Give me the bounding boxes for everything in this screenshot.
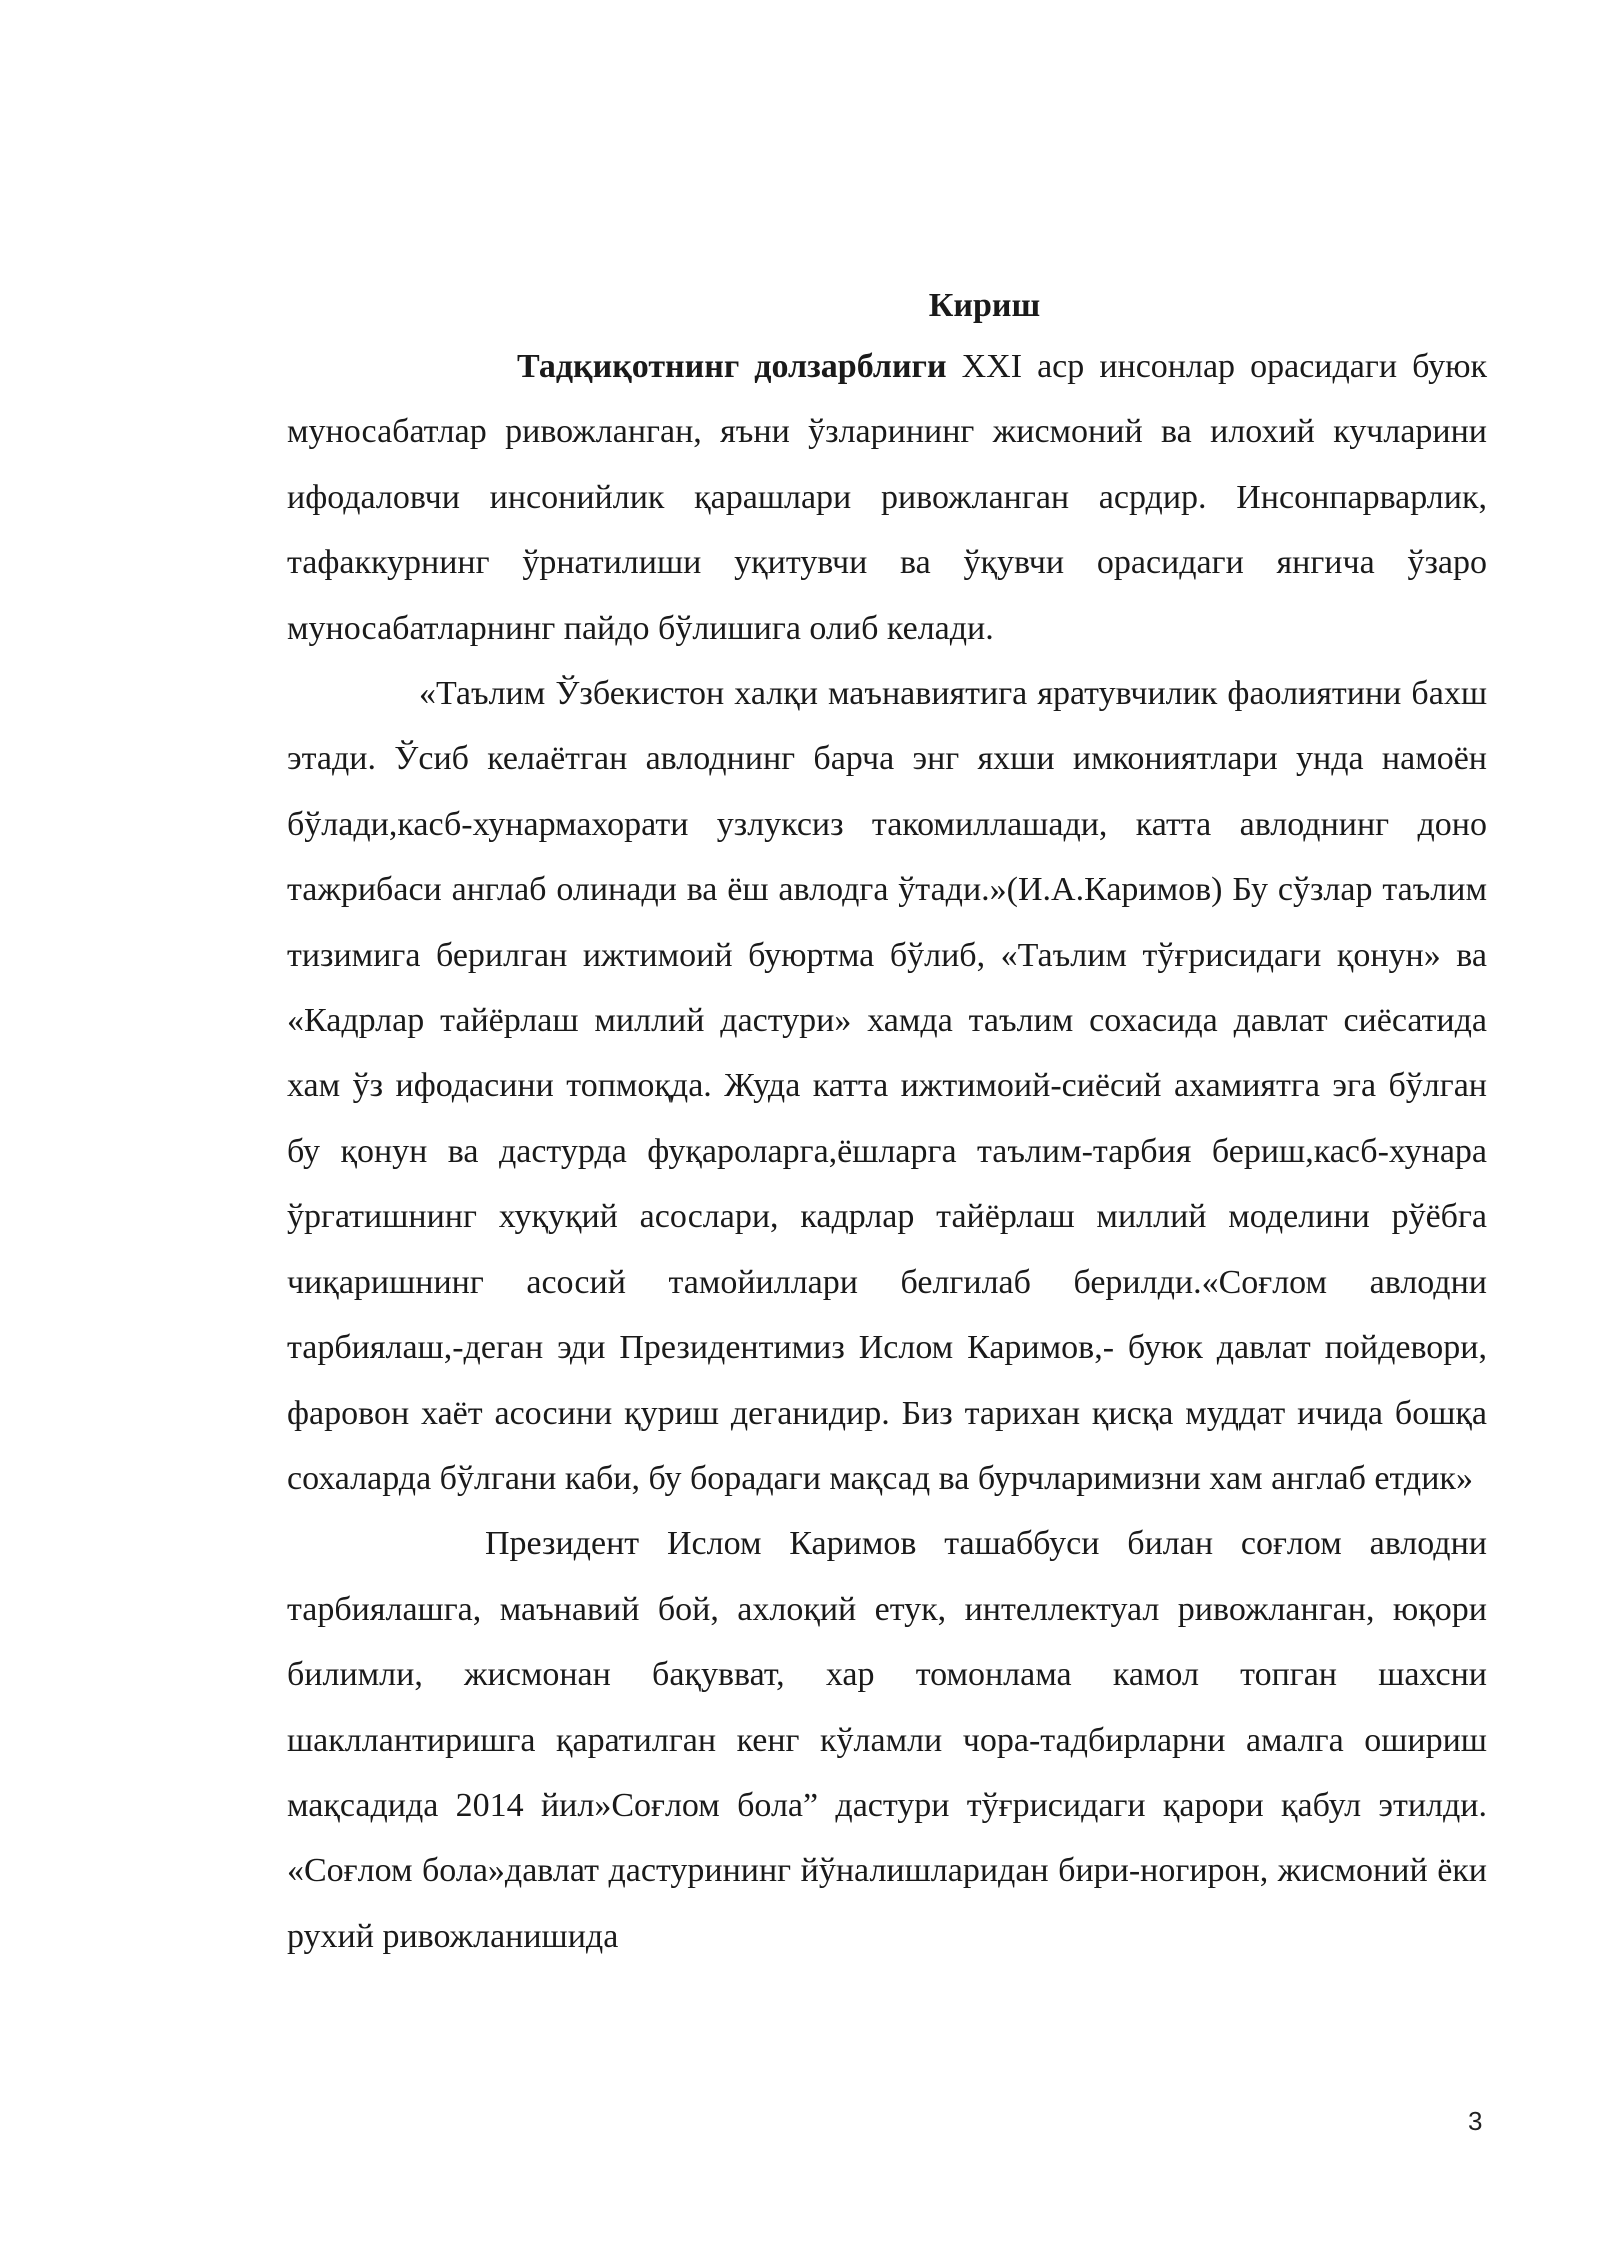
paragraph-text: XXI аср инсонлар орасидаги буюк муносабатлар ривожланган, яъни ўзларининг жисмоний ва илохий кучларини ифодаловчи инсонийлик қарашлари ривожланган асрдир. Инсонпарварлик, тафаккурнинг ўрнатилиши уқитувчи ва ўқувчи орасидаги янгича ўзаро муносабатларнинг пайдо бўлишига олиб келади. xyxy=(287,348,1487,647)
section-heading: Кириш xyxy=(928,287,1041,324)
page-content xyxy=(287,278,1487,1969)
paragraph-president: Президент Ислом Каримов ташаббуси билан соғлом авлодни тарбиялашга, маънавий бой, ахлоқий етук, интеллектуал ривожланган, юқори билимли, жисмонан бақувват, хар томонлама камол топган шахсни шакллантиришга қаратилган кенг кўламли чора-тадбирларни амалга ошириш мақсадида 2014 йил»Соғлом бола” дастури тўғрисидаги қарори қабул этилди. «Соғлом бола»давлат дастурининг йўналишларидан бири-ногирон, жисмоний ёки рухий ривожланишида xyxy=(287,1525,1487,1955)
paragraph-relevance xyxy=(287,334,1487,661)
paragraph-quote: «Таълим Ўзбекистон халқи маънавиятига яратувчилик фаолиятини бахш этади. Ўсиб келаётган авлоднинг барча энг яхши имкониятлари унда намоён бўлади,касб-хунармахорати узлуксиз такомиллашади, катта авлоднинг доно тажрибаси англаб олинади ва ёш авлодга ўтади.»(И.А.Каримов) Бу сўзлар таълим тизимига берилган ижтимоий буюртма бўлиб, «Таълим тўғрисидаги қонун» ва «Кадрлар тайёрлаш миллий дастури» хамда таълим сохасида давлат сиёсатида хам ўз ифодасини топмоқда. Жуда катта ижтимоий-сиёсий ахамиятга эга бўлган бу қонун ва дастурда фуқароларга,ёшларга таълим-тарбия бериш,касб-хунара ўргатишнинг хуқуқий асослари, кадрлар тайёрлаш миллий моделини рўёбга чиқаришнинг асосий тамойиллари белгилаб берилди.«Соғлом авлодни тарбиялаш,-деган эди Президентимиз Ислом Каримов,- буюк давлат пойдевори, фаровон хаёт асосини қуриш деганидир. Биз тарихан қисқа муддат ичида бошқа сохаларда бўлгани каби, бу борадаги мақсад ва бурчларимизни хам англаб етдик» xyxy=(287,675,1487,1497)
page-number: 3 xyxy=(1468,2106,1483,2136)
relevance-lead: Тадқиқотнинг долзарблиги xyxy=(517,348,947,385)
